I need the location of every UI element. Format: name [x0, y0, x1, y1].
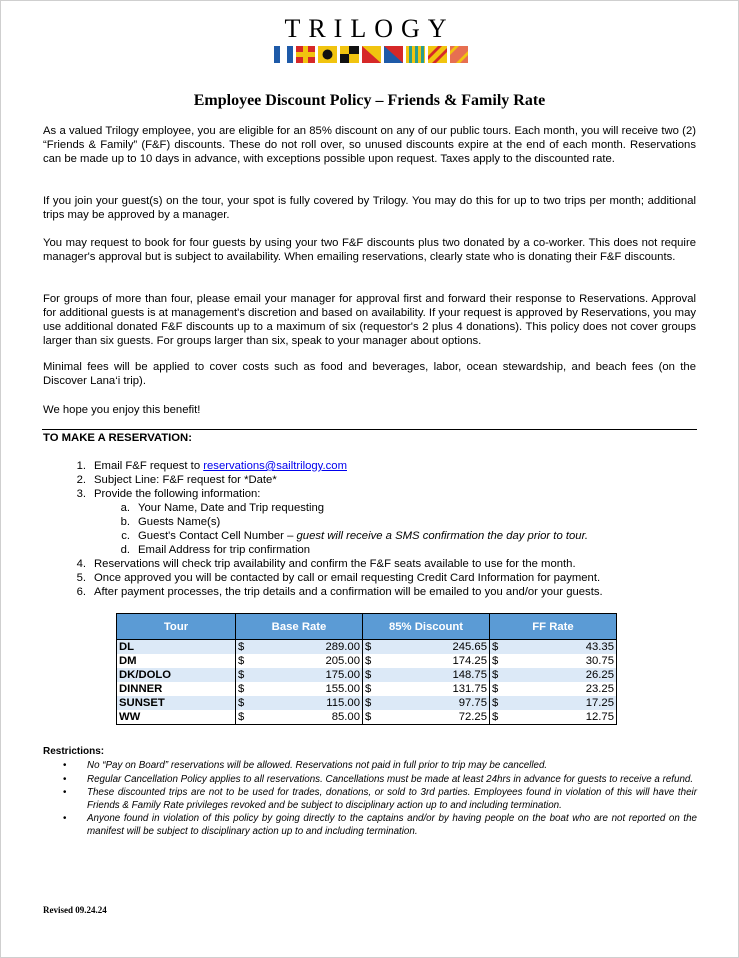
step-6-text: After payment processes, the trip details and a confirmation will be emailed to you and/or your guests. [94, 586, 603, 598]
ff-rate-cell: 30.75 [507, 654, 617, 668]
step-1-text: Email F&F request to [94, 460, 204, 472]
ff-rate-cell: 17.25 [507, 696, 617, 710]
fees-paragraph: Minimal fees will be applied to cover costs such as food and beverages, labor, ocean stewardship, and beach fees (on the Discover Lana‘i trip). [43, 361, 696, 387]
currency-cell: $ [490, 710, 507, 725]
table-row [117, 696, 617, 710]
section-divider [42, 429, 697, 430]
table-row [117, 640, 617, 655]
currency-cell: $ [490, 640, 507, 655]
currency-cell: $ [490, 696, 507, 710]
revised-date: Revised 09.24.24 [43, 905, 107, 915]
restrictions-heading: Restrictions: [43, 746, 105, 757]
tour-cell: DK/DOLO [117, 668, 236, 682]
page-title: Employee Discount Policy – Friends & Family Rate [193, 92, 546, 109]
restriction-text: These discounted trips are not to be used for trades, donations, or sold to 3rd parties. Employees found in violation of this will have their Friends & Family Rate privileges revoked and be subject to disciplinary action up to and including termination. [87, 787, 697, 811]
currency-cell: $ [363, 654, 380, 668]
step-2-text: Subject Line: F&F request for *Date* [94, 474, 277, 486]
restriction-text: Anyone found in violation of this policy by going directly to the captains and/or by having people on the boat who are not reported on the manifest will be subject to disciplinary action up to and including termination. [87, 813, 697, 837]
restriction-item: • No “Pay on Board” reservations will be allowed. Reservations not paid in full prior to trip may be cancelled. [63, 760, 697, 773]
table-row [117, 668, 617, 682]
sub-d: d. Email Address for trip confirmation [120, 544, 311, 556]
currency-cell: $ [363, 640, 380, 655]
ff-rate-cell: 43.35 [507, 640, 617, 655]
base-rate-cell: 289.00 [253, 640, 363, 655]
rates-table [116, 613, 617, 725]
sub-a: a. Your Name, Date and Trip requesting [120, 502, 325, 514]
restriction-item: • These discounted trips are not to be used for trades, donations, or sold to 3rd parties. Employees found in violation of this will have their Friends & Family Rate privileges revoked and be subject to disciplinary action up to and including termination. [63, 787, 697, 811]
currency-cell: $ [236, 668, 253, 682]
restriction-text: Regular Cancellation Policy applies to all reservations. Cancellations must be made at least 24hrs in advance for guests to receive a refund. [87, 773, 694, 785]
step-3-text: Provide the following information: [94, 488, 261, 500]
sub-c-italic: guest will receive a SMS confirmation the day prior to tour. [296, 530, 589, 542]
base-rate-cell: 205.00 [253, 654, 363, 668]
discount-cell: 148.75 [380, 668, 490, 682]
step-5-text: Once approved you will be contacted by call or email requesting Credit Card Information for payment. [94, 572, 601, 584]
step-4: 4. Reservations will check trip availability and confirm the F&F seats available to use for the month. [76, 558, 576, 570]
groups-paragraph: For groups of more than four, please email your manager for approval first and forward their response to Reservations. Approval for additional guests is at management's discretion and based on availability. If your request is approved by Reservations, you may use additional donated F&F discounts up to a maximum of six (requestor's 2 plus 4 donations). This policy does not cover groups larger than six guests. For groups larger than six, speak to your manager about options. [43, 293, 696, 347]
restrictions-list [63, 760, 697, 839]
intro-paragraph: As a valued Trilogy employee, you are eligible for an 85% discount on any of our public tours. Each month, you will receive two (2) “Friends & Family” (F&F) discounts. These do not roll over, so unused discounts expire at the end of each month. Reservations can be made up to 10 days in advance, with exceptions possible upon request. Taxes apply to the discounted rate. [43, 125, 696, 165]
step-4-text: Reservations will check trip availability and confirm the F&F seats available to use for the month. [94, 558, 576, 570]
sub-d-text: Email Address for trip confirmation [138, 544, 311, 556]
step-1: 1. Email F&F request to reservations@sailtrilogy.com [76, 460, 347, 472]
sub-a-text: Your Name, Date and Trip requesting [138, 502, 325, 514]
currency-cell: $ [363, 682, 380, 696]
header-base-rate: Base Rate [236, 614, 363, 640]
sub-b-text: Guests Name(s) [138, 516, 221, 528]
currency-cell: $ [363, 710, 380, 725]
ff-rate-cell: 23.25 [507, 682, 617, 696]
currency-cell: $ [363, 696, 380, 710]
tour-cell: DM [117, 654, 236, 668]
reservation-steps [58, 459, 603, 599]
currency-cell: $ [236, 710, 253, 725]
base-rate-cell: 175.00 [253, 668, 363, 682]
discount-cell: 131.75 [380, 682, 490, 696]
flags-icon [274, 46, 468, 64]
table-row [117, 710, 617, 725]
currency-cell: $ [490, 682, 507, 696]
step-3: 3. Provide the following information: [76, 488, 261, 500]
reservations-email-link[interactable]: reservations@sailtrilogy.com [203, 460, 347, 472]
discount-cell: 245.65 [380, 640, 490, 655]
base-rate-cell: 85.00 [253, 710, 363, 725]
discount-cell: 72.25 [380, 710, 490, 725]
currency-cell: $ [236, 682, 253, 696]
sub-c-text: Guest's Contact Cell Number – [138, 530, 297, 542]
ff-rate-cell: 12.75 [507, 710, 617, 725]
header-discount: 85% Discount [363, 614, 490, 640]
tour-cell: SUNSET [117, 696, 236, 710]
closing-paragraph: We hope you enjoy this benefit! [43, 404, 201, 416]
four-guests-paragraph: You may request to book for four guests by using your two F&F discounts plus two donated by a co-worker. This does not require manager's approval but is subject to availability. When emailing reservations, clearly state who is donating their F&F discounts. [43, 237, 696, 263]
table-row [117, 654, 617, 668]
step-6: 6. After payment processes, the trip details and a confirmation will be emailed to you and/or your guests. [76, 586, 603, 598]
sub-b: b. Guests Name(s) [120, 516, 221, 528]
discount-cell: 97.75 [380, 696, 490, 710]
nautical-flags-logo [274, 46, 468, 64]
base-rate-cell: 155.00 [253, 682, 363, 696]
step-5: 5. Once approved you will be contacted by call or email requesting Credit Card Information for payment. [76, 572, 601, 584]
table-row [117, 682, 617, 696]
discount-cell: 174.25 [380, 654, 490, 668]
reservation-heading: TO MAKE A RESERVATION: [43, 432, 192, 444]
tour-cell: DINNER [117, 682, 236, 696]
currency-cell: $ [363, 668, 380, 682]
sub-c: c. Guest's Contact Cell Number – guest will receive a SMS confirmation the day prior to tour. [121, 530, 589, 542]
trilogy-logo-wordmark: TRILOGY [284, 14, 455, 43]
header-tour: Tour [117, 614, 236, 640]
restriction-item: • Regular Cancellation Policy applies to all reservations. Cancellations must be made at least 24hrs in advance for guests to receive a refund. [63, 774, 697, 787]
currency-cell: $ [236, 654, 253, 668]
join-paragraph: If you join your guest(s) on the tour, your spot is fully covered by Trilogy. You may do this for up to two trips per month; additional trips may be approved by a manager. [43, 195, 696, 221]
currency-cell: $ [490, 668, 507, 682]
ff-rate-cell: 26.25 [507, 668, 617, 682]
header-ff-rate: FF Rate [490, 614, 617, 640]
base-rate-cell: 115.00 [253, 696, 363, 710]
currency-cell: $ [490, 654, 507, 668]
restriction-item: • Anyone found in violation of this policy by going directly to the captains and/or by having people on the boat who are not reported on the manifest will be subject to disciplinary action up to and including termination. [63, 813, 697, 837]
currency-cell: $ [236, 640, 253, 655]
tour-cell: DL [117, 640, 236, 655]
currency-cell: $ [236, 696, 253, 710]
tour-cell: WW [117, 710, 236, 725]
step-2: 2. Subject Line: F&F request for *Date* [76, 474, 277, 486]
restriction-text: No “Pay on Board” reservations will be allowed. Reservations not paid in full prior to trip may be cancelled. [87, 760, 548, 771]
